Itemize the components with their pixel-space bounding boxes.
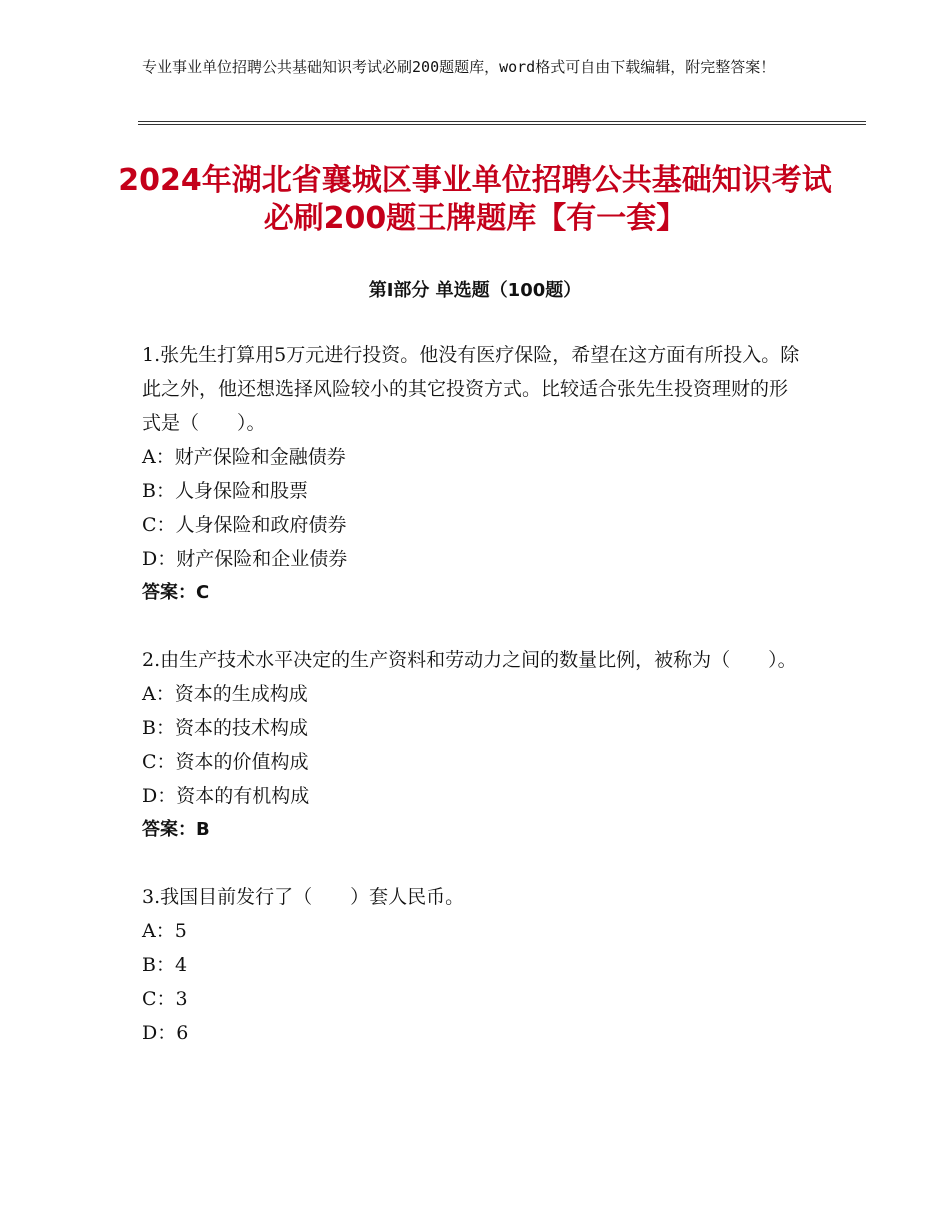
question-1 bbox=[142, 338, 802, 610]
question-list bbox=[142, 338, 802, 1083]
option-a: A：资本的生成构成 bbox=[142, 683, 308, 705]
document-title: 2024年湖北省襄城区事业单位招聘公共基础知识考试必刷200题王牌题库【有一套】 bbox=[118, 163, 832, 236]
option-c: C：3 bbox=[142, 988, 188, 1010]
option-b: B：4 bbox=[142, 954, 188, 976]
question-3 bbox=[142, 880, 802, 1050]
question-2 bbox=[142, 643, 802, 847]
option-c: C：资本的价值构成 bbox=[142, 751, 309, 773]
answer: 答案：C bbox=[142, 582, 210, 603]
option-b: B：人身保险和股票 bbox=[142, 480, 308, 502]
option-a: A：5 bbox=[142, 920, 187, 942]
header-rule-bottom bbox=[138, 124, 866, 125]
question-stem: 2.由生产技术水平决定的生产资料和劳动力之间的数量比例，被称为（ ）。 bbox=[142, 649, 797, 671]
option-b: B：资本的技术构成 bbox=[142, 717, 308, 739]
section-title: 第Ⅰ部分 单选题（100题） bbox=[368, 280, 582, 301]
header-rule-top bbox=[138, 121, 866, 122]
option-c: C：人身保险和政府债券 bbox=[142, 514, 347, 536]
header-note: 专业事业单位招聘公共基础知识考试必刷200题题库，word格式可自由下载编辑，附完整答案！ bbox=[142, 58, 776, 76]
option-d: D：财产保险和企业债券 bbox=[142, 548, 348, 570]
option-d: D：资本的有机构成 bbox=[142, 785, 310, 807]
option-a: A：财产保险和金融债券 bbox=[142, 446, 346, 468]
question-stem: 3.我国目前发行了（ ）套人民币。 bbox=[142, 886, 465, 908]
answer: 答案：B bbox=[142, 819, 210, 840]
option-d: D：6 bbox=[142, 1022, 189, 1044]
question-stem: 1.张先生打算用5万元进行投资。他没有医疗保险，希望在这方面有所投入。除此之外，他还想选择风险较小的其它投资方式。比较适合张先生投资理财的形式是（ ）。 bbox=[142, 344, 800, 434]
